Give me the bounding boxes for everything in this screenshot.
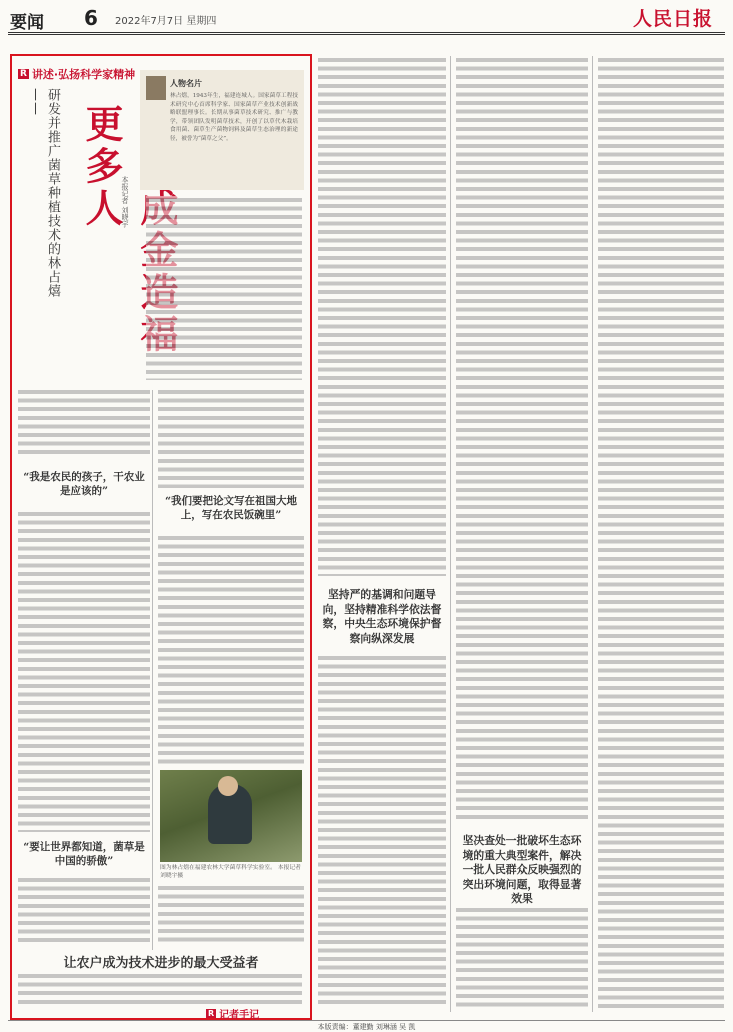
article-1-body-upper [318,56,446,576]
notes-body [18,972,302,1006]
person-head [218,776,238,796]
feature-body-col2-lower [158,884,304,944]
footer-rule [8,1020,725,1021]
feature-body-col1-lower [18,876,150,946]
right-col-divider [592,56,593,1012]
article-1-body-lower [318,654,446,1008]
notes-title: 让农户成为技术进步的最大受益者 [63,956,259,971]
notes-tag-mark: R [208,1009,215,1018]
middle-col-divider [450,56,451,1012]
article-2-body-lower [456,906,588,1010]
feature-body-upper [146,196,302,380]
profile-text: 林占熺，1943年生，福建连城人。国家菌草工程技术研究中心首席科学家、国家菌草产业技术创新战略联盟理事长。长期从事菌草技术研究、推广与教学，带领团队发明菌草技术，开创了以草代木栽培食用菌、菌草生产菌物饲料及菌草生态治理的新途径，被誉为“菌草之父”。 [170,93,298,142]
feature-byline: 本报记者 刘晓宇 [121,176,129,228]
subhead-3: “要让世界都知道，菌草是中国的骄傲” [23,841,145,867]
feature-subtitle: 研发并推广菌草种植技术的林占熺—— [28,88,60,298]
series-tag-mark: R [20,69,27,79]
publication-date: 2022年7月7日 星期四 [115,16,217,27]
section-name: 要闻 [10,13,44,33]
feature-photo [160,770,302,862]
article-2-body-upper [456,56,588,820]
page-header [0,0,733,40]
photo-caption: 图为林占熺在福建农林大学菌草科学实验室。 本报记者 刘晓宇摄 [160,865,301,879]
masthead-logo: 人民日报 [632,8,713,30]
article-2-title: 坚决查处一批破坏生态环境的重大典型案件，解决一批人民群众反映强烈的突出环境问题，取得显著效果 [462,834,582,905]
series-tag-label: 讲述·弘扬科学家精神 [31,68,136,81]
feature-body-col1 [18,510,150,832]
profile-heading: 人物名片 [170,79,202,88]
article-1-title: 坚持严的基调和问题导向，坚持精准科学依法督察，中央生态环境保护督察向纵深发展 [322,588,442,645]
notes-tag [206,1006,259,1021]
subhead-2: “我们要把论文写在祖国大地上，写在农民饭碗里” [164,495,298,521]
page-number: 6 [84,6,98,30]
profile-card [140,70,304,190]
feature-body-col2 [158,534,304,764]
feature-main-title: 更多人 [79,104,123,230]
series-tag [18,66,135,82]
page-footer [0,1020,733,1032]
feature-col-divider [152,390,153,950]
header-rule [8,32,725,35]
profile-portrait [146,76,166,100]
feature-body-intro [18,388,150,458]
footer-editors: 本版责编：董建勤 刘琳涵 吴 凯 [317,1023,416,1031]
feature-body-col2-top [158,388,304,488]
notes-tag-label: 记者手记 [219,1010,260,1021]
subhead-1: “我是农民的孩子，干农业是应该的” [23,471,145,497]
article-2-body-right [598,56,724,1010]
